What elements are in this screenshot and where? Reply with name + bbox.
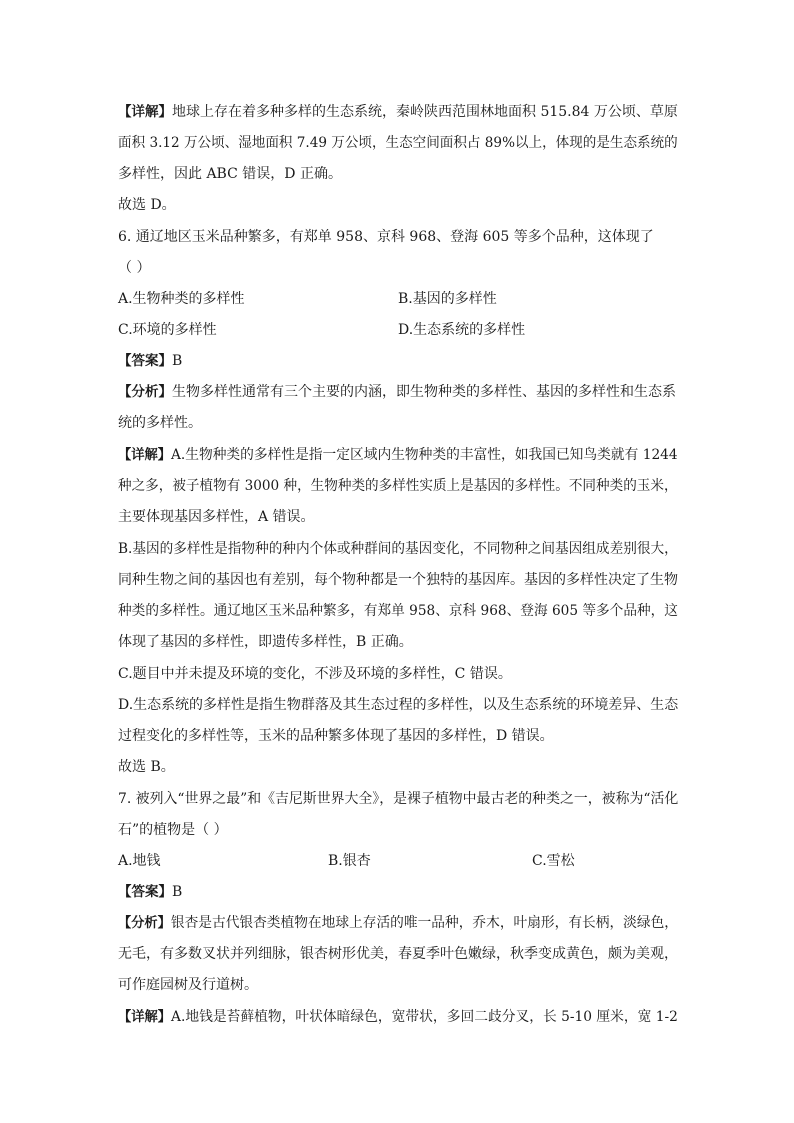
q7-analysis-line-2: 无毛，有多数叉状并列细脉，银杏树形优美，春夏季叶色嫩绿，秋季变成黄色，颇为美观， [118,946,678,962]
q6-detail-line-1: 【详解】A.生物种类的多样性是指一定区域内生物种类的丰富性，如我国已知鸟类就有 1244 [118,447,678,463]
q7-stem-line-2: 石”的植物是（ ） [118,822,228,838]
detail-tag: 【详解】 [118,447,171,463]
q5-detail-line-3: 多样性，因此 ABC 错误，D 正确。 [118,166,342,182]
answer-tag: 【答案】 [118,353,172,369]
q6-detail-line-6: 种类的多样性。通辽地区玉米品种繁多，有郑单 958、京科 968、登海 605 等多个品种，这 [118,603,678,619]
analysis-tag: 【分析】 [118,915,171,931]
q5-conclusion: 故选 D。 [118,197,176,213]
q5-detail-line-1: 【详解】地球上存在着多种多样的生态系统，秦岭陕西范围林地面积 515.84 万公顷、草原 [118,104,678,120]
q7-option-b: B.银杏 [328,853,371,869]
q6-option-d: D.生态系统的多样性 [398,322,526,338]
detail-tag: 【详解】 [118,104,172,120]
q6-option-c: C.环境的多样性 [118,322,217,338]
q6-detail-line-2: 种之多，被子植物有 3000 种，生物种类的多样性实质上是基因的多样性。不同种类的玉米， [118,478,678,494]
q6-detail-line-5: 同种生物之间的基因也有差别，每个物种都是一个独特的基因库。基因的多样性决定了生物 [118,572,678,588]
q6-analysis-line-1: 【分析】生物多样性通常有三个主要的内涵，即生物种类的多样性、基因的多样性和生态系 [118,384,676,400]
detail-tag: 【详解】 [118,1009,172,1025]
q6-detail-line-10: 过程变化的多样性等，玉米的品种繁多体现了基因的多样性，D 错误。 [118,728,554,744]
q6-stem: 6. 通辽地区玉米品种繁多，有郑单 958、京科 968、登海 605 等多个品种，这体现了 [118,229,654,245]
q7-option-a: A.地钱 [118,853,161,869]
q6-conclusion: 故选 B。 [118,759,175,775]
answer-tag: 【答案】 [118,884,172,900]
q6-analysis-line-2: 统的多样性。 [118,415,202,431]
q6-detail-line-8: C.题目中并未提及环境的变化，不涉及环境的多样性，C 错误。 [118,666,512,682]
q6-answer: 【答案】B [118,353,183,369]
q6-option-a: A.生物种类的多样性 [118,291,245,307]
q6-detail-line-4: B.基因的多样性是指物种的种内个体或种群间的基因变化，不同物种之间基因组成差别很大， [118,541,678,557]
q6-detail-line-3: 主要体现基因多样性，A 错误。 [118,509,315,525]
analysis-tag: 【分析】 [118,384,172,400]
q7-answer: 【答案】B [118,884,183,900]
q7-detail-line-1: 【详解】A.地钱是苔藓植物，叶状体暗绿色，宽带状，多回二歧分叉，长 5-10 厘米，宽 1-2 [118,1009,678,1025]
q7-stem-line-1: 7. 被列入“世界之最”和《吉尼斯世界大全》，是裸子植物中最古老的种类之一，被称为“活化 [118,791,679,807]
q7-option-c: C.雪松 [532,853,575,869]
q7-analysis-line-3: 可作庭园树及行道树。 [118,977,258,993]
q6-detail-line-7: 体现了基因的多样性，即遗传多样性，B 正确。 [118,634,413,650]
q5-detail-line-2: 面积 3.12 万公顷、湿地面积 7.49 万公顷，生态空间面积占 89%以上，体现的是生态系统的 [118,135,678,151]
q6-paren: （ ） [118,260,151,276]
q6-option-b: B.基因的多样性 [398,291,497,307]
q6-detail-line-9: D.生态系统的多样性是指生物群落及其生态过程的多样性，以及生态系统的环境差异、生态 [118,697,679,713]
q7-analysis-line-1: 【分析】银杏是古代银杏类植物在地球上存活的唯一品种，乔木，叶扇形，有长柄，淡绿色， [118,915,678,931]
